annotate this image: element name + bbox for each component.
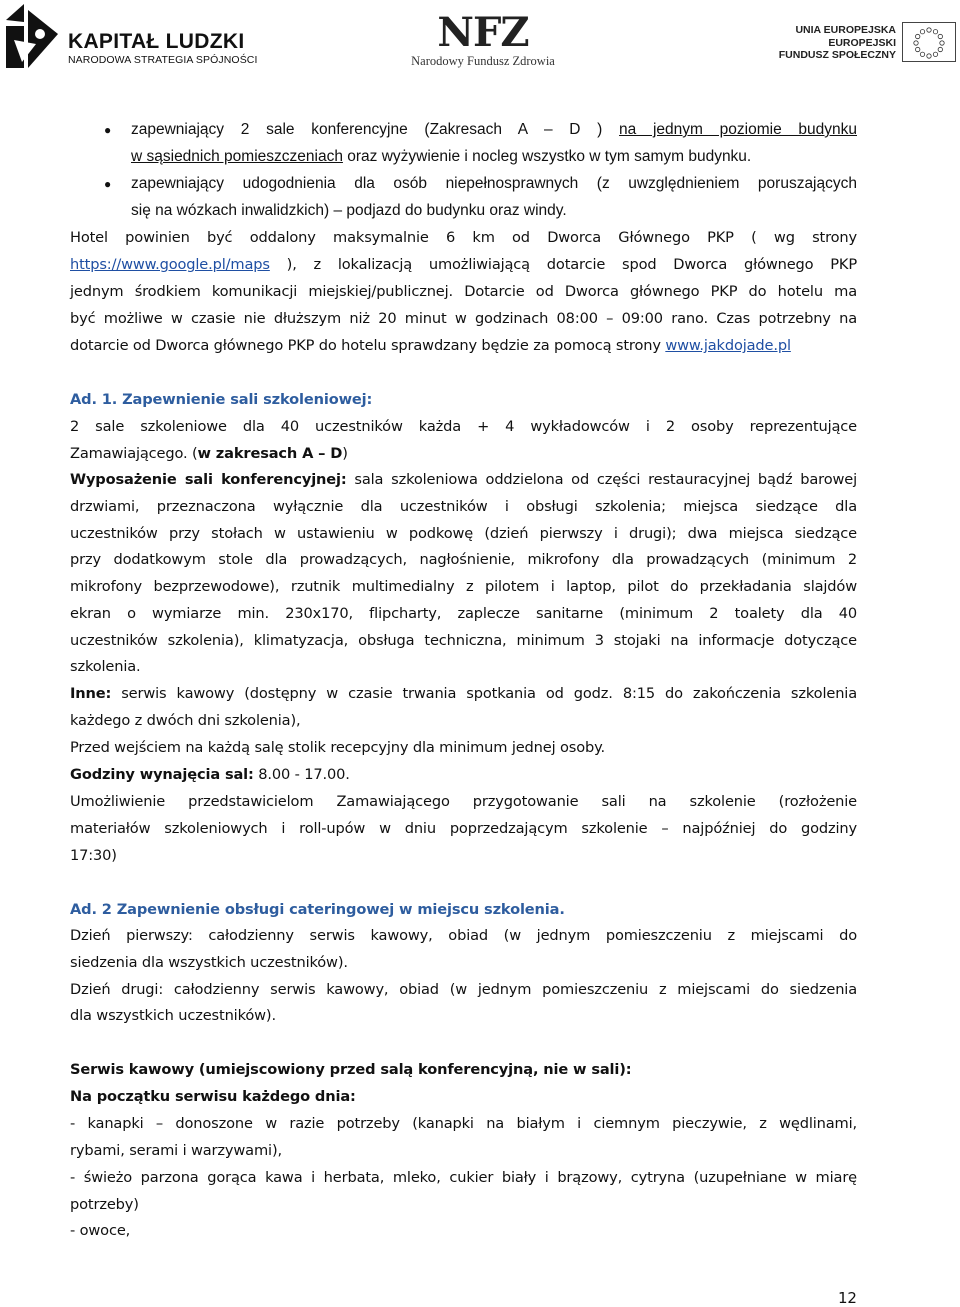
ad2-day1-line-2: siedzenia dla wszystkich uczestników). xyxy=(70,954,348,971)
serwis-item-2-line-2: potrzeby) xyxy=(70,1196,139,1213)
wyposazenie-line-1: Wyposażenie sali konferencyjnej: sala szkoleniowa oddzielona od części restauracyjnej bądź barowej xyxy=(70,471,857,488)
hotel-line-1: Hotel powinien być oddalony maksymalnie 6 km od Dworca Głównego PKP ( wg strony xyxy=(70,229,857,246)
jakdojade-link[interactable]: www.jakdojade.pl xyxy=(665,337,791,354)
hotel-line-4: być możliwe w czasie nie dłuższym niż 20 minut w godzinach 08:00 – 09:00 rano. Czas potrzebny na xyxy=(70,310,857,327)
serwis-heading: Serwis kawowy (umiejscowiony przed salą konferencyjną, nie w sali): xyxy=(70,1061,632,1078)
wyposazenie-line-4: przy dodatkowym stole dla prowadzących, nagłośnienie, mikrofony dla prowadzących (minimum 2 xyxy=(70,551,857,568)
ad1-line-2: Zamawiającego. (w zakresach A – D) xyxy=(70,445,348,462)
ad2-day2-line-1: Dzień drugi: całodzienny serwis kawowy, obiad (w jednym pomieszczeniu z miejscami do siedzenia xyxy=(70,981,857,998)
eu-logo xyxy=(778,22,958,72)
bullet-icon: ● xyxy=(104,177,112,191)
bullet-1-line-1: zapewniający 2 sale konferencyjne (Zakresach A – D ) na jednym poziomie budynku xyxy=(131,121,857,138)
page-header xyxy=(0,0,960,80)
wyposazenie-line-8: szkolenia. xyxy=(70,658,141,675)
serwis-subheading: Na początku serwisu każdego dnia: xyxy=(70,1088,356,1105)
bullet-2-line-1: zapewniający udogodnienia dla osób niepełnosprawnych (z uwzględnieniem poruszających xyxy=(131,175,857,192)
nfz-subtitle: Narodowy Fundusz Zdrowia xyxy=(411,54,555,68)
eu-line-1: UNIA EUROPEJSKA xyxy=(795,24,896,36)
nfz-logo xyxy=(408,9,558,72)
eu-line-2: EUROPEJSKI xyxy=(828,36,896,49)
page-number: 12 xyxy=(838,1289,857,1307)
ad1-line-1: 2 sale szkoleniowe dla 40 uczestników każda + 4 wykładowców i 2 osoby reprezentujące xyxy=(70,418,857,435)
bullet-1-line-2: w sąsiednich pomieszczeniach oraz wyżywienie i nocleg wszystko w tym samym budynku. xyxy=(131,148,752,165)
serwis-item-3: - owoce, xyxy=(70,1222,131,1239)
eu-line-3: FUNDUSZ SPOŁECZNY xyxy=(778,49,896,61)
wyposazenie-line-7: uczestników szkolenia), klimatyzacja, obsługa techniczna, minimum 3 stojaki na informacje dotyczące xyxy=(70,632,857,649)
ad1-heading: Ad. 1. Zapewnienie sali szkoleniowej: xyxy=(70,391,373,408)
eu-flag-icon xyxy=(902,22,956,62)
serwis-item-1-line-2: rybami, serami i warzywami), xyxy=(70,1142,282,1159)
umozliwienie-line-1: Umożliwienie przedstawicielom Zamawiającego przygotowanie sali na szkolenie (rozłożenie xyxy=(70,793,857,810)
godziny-label: Godziny wynajęcia sal: xyxy=(70,766,254,783)
wyposazenie-label: Wyposażenie sali konferencyjnej: xyxy=(70,471,347,488)
kapital-ludzki-emblem-icon xyxy=(6,4,58,68)
godziny-line: Godziny wynajęcia sal: 8.00 - 17.00. xyxy=(70,766,350,783)
wyposazenie-line-3: uczestników przy stołach w ustawieniu w podkowę (dzień pierwszy i drugi); dwa miejsca siedzące xyxy=(70,525,857,542)
hotel-line-3: jednym środkiem komunikacji miejskiej/publicznej. Dotarcie od Dworca głównego PKP do hotelu ma xyxy=(70,283,857,300)
umozliwienie-line-2: materiałów szkoleniowych i roll-upów w dniu poprzedzającym szkolenie – najpóźniej do godziny xyxy=(70,820,857,837)
wyposazenie-line-5: mikrofony bezprzewodowe), rzutnik multimedialny z pilotem i laptop, pilot do przekładania slajdów xyxy=(70,578,857,595)
inne-line-1: Inne: serwis kawowy (dostępny w czasie trwania spotkania od godz. 8:15 do zakończenia szkolenia xyxy=(70,685,857,702)
serwis-item-2-line-1: - świeżo parzona gorąca kawa i herbata, mleko, cukier biały i brązowy, cytryna (uzupełniane w miarę xyxy=(70,1169,857,1186)
ad2-day1-line-1: Dzień pierwszy: całodzienny serwis kawowy, obiad (w jednym pomieszczeniu z miejscami do xyxy=(70,927,857,944)
kapital-ludzki-title: KAPITAŁ LUDZKI xyxy=(68,30,245,53)
inne-line-2: każdego z dwóch dni szkolenia), xyxy=(70,712,301,729)
wyposazenie-line-2: drzwiami, przeznaczona wyłącznie dla uczestników i obsługi szkolenia; miejsca siedzące dla xyxy=(70,498,857,515)
kapital-ludzki-logo xyxy=(6,4,256,70)
ad2-heading: Ad. 2 Zapewnienie obsługi cateringowej w miejscu szkolenia. xyxy=(70,901,565,918)
hotel-line-2: https://www.google.pl/maps ), z lokalizacją umożliwiającą dotarcie spod Dworca głównego PKP xyxy=(70,256,857,273)
bullet-2-line-2: się na wózkach inwalidzkich) – podjazd do budynku oraz windy. xyxy=(131,202,567,219)
wyposazenie-line-6: ekran o wymiarze min. 230x170, flipcharty, zaplecze sanitarne (minimum 2 toalety dla 40 xyxy=(70,605,857,622)
kapital-ludzki-subtitle: NARODOWA STRATEGIA SPÓJNOŚCI xyxy=(68,54,258,66)
inne-line-3: Przed wejściem na każdą salę stolik recepcyjny dla minimum jednej osoby. xyxy=(70,739,606,756)
ad2-day2-line-2: dla wszystkich uczestników). xyxy=(70,1007,276,1024)
eu-text xyxy=(779,24,896,62)
umozliwienie-line-3: 17:30) xyxy=(70,847,117,864)
google-maps-link[interactable]: https://www.google.pl/maps xyxy=(70,256,270,273)
serwis-item-1-line-1: - kanapki – donoszone w razie potrzeby (kanapki na białym i ciemnym pieczywie, z wędlinami, xyxy=(70,1115,857,1132)
bullet-icon: ● xyxy=(104,123,112,137)
hotel-line-5: dotarcie od Dworca głównego PKP do hotelu sprawdzany będzie za pomocą strony www.jakdojade.pl xyxy=(70,337,791,354)
inne-label: Inne: xyxy=(70,685,112,702)
nfz-mark: NFZ xyxy=(437,9,529,56)
